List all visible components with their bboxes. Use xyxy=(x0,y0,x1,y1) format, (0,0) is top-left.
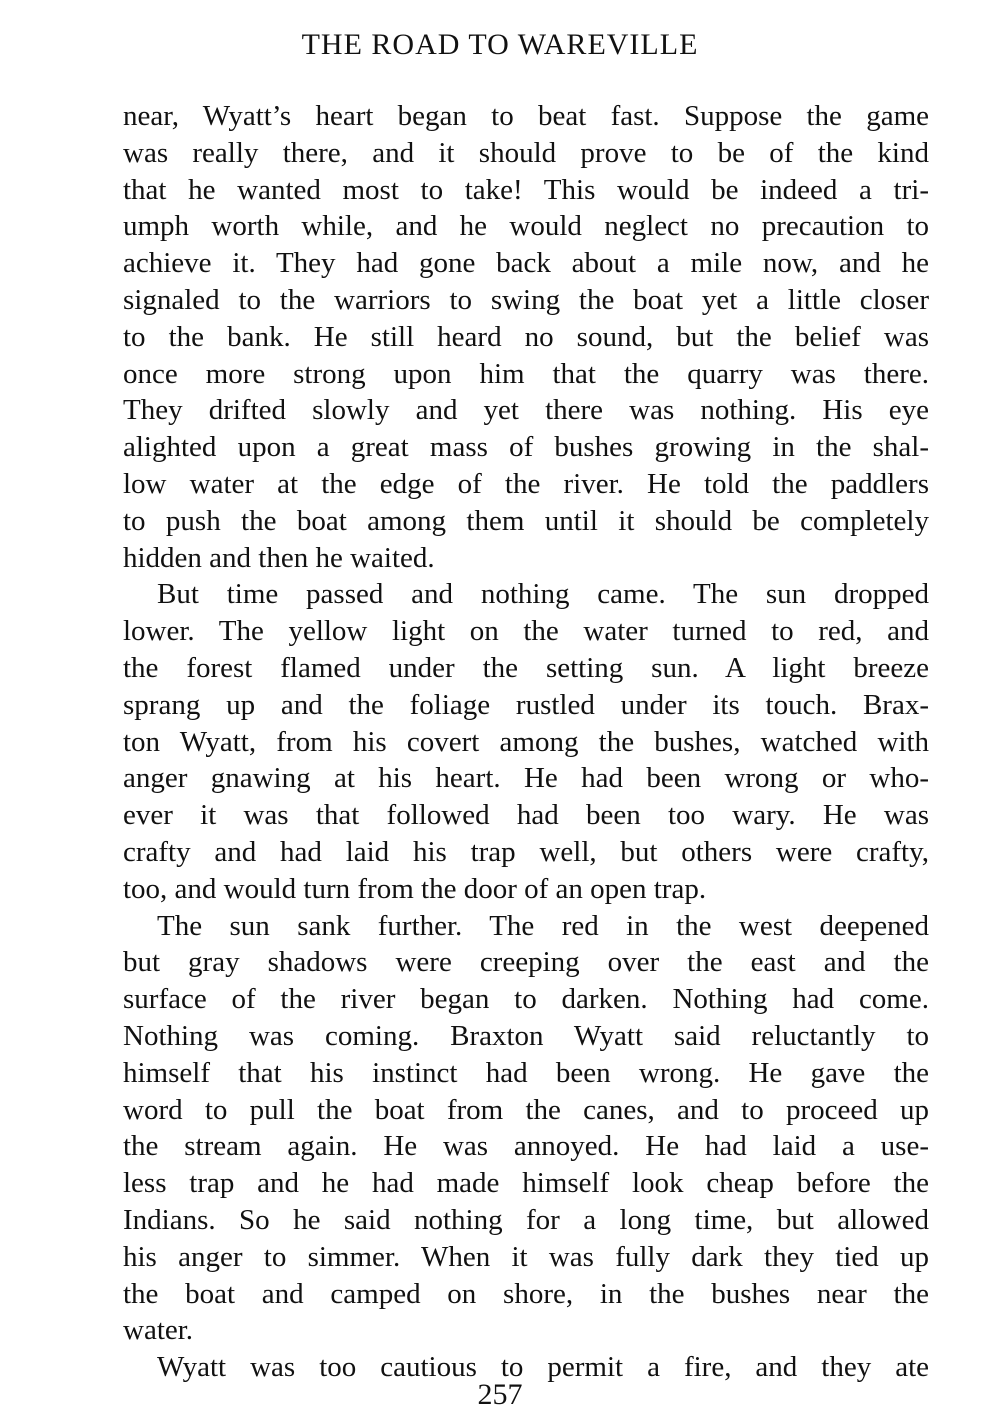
text-line: anger gnawing at his heart. He had been wrong or who- xyxy=(123,762,929,795)
text-line: sprang up and the foliage rustled under its touch. Brax- xyxy=(123,688,929,721)
text-line: But time passed and nothing came. The sun dropped xyxy=(157,578,929,611)
text-line: ever it was that followed had been too wary. He was xyxy=(123,799,929,832)
body-text xyxy=(123,98,929,1386)
text-line: the stream again. He was annoyed. He had laid a use- xyxy=(123,1130,929,1163)
text-line: water. xyxy=(123,1314,194,1347)
text-line: umph worth while, and he would neglect no precaution to xyxy=(123,210,929,243)
text-line: to the bank. He still heard no sound, but the belief was xyxy=(123,320,929,353)
text-line: signaled to the warriors to swing the boat yet a little closer xyxy=(123,283,929,316)
text-line: Wyatt was too cautious to permit a fire, and they ate xyxy=(157,1351,929,1384)
text-line: The sun sank further. The red in the west deepened xyxy=(157,909,929,942)
text-line: low water at the edge of the river. He told the paddlers xyxy=(123,467,929,500)
text-line: the boat and camped on shore, in the bushes near the xyxy=(123,1277,929,1310)
text-line: near, Wyatt’s heart began to beat fast. Suppose the game xyxy=(123,100,929,132)
text-line: Nothing was coming. Braxton Wyatt said reluctantly to xyxy=(123,1019,929,1052)
running-head: THE ROAD TO WAREVILLE xyxy=(301,28,699,61)
paragraph-3 xyxy=(123,908,929,1350)
text-line: ton Wyatt, from his covert among the bushes, watched with xyxy=(123,725,929,758)
text-line: himself that his instinct had been wrong. He gave the xyxy=(123,1056,929,1089)
text-line: lower. The yellow light on the water turned to red, and xyxy=(123,615,929,648)
text-line: less trap and he had made himself look cheap before the xyxy=(123,1167,929,1200)
text-line: hidden and then he waited. xyxy=(123,541,435,574)
text-line: to push the boat among them until it should be completely xyxy=(123,504,929,537)
paragraph-2 xyxy=(123,576,929,907)
text-line: They drifted slowly and yet there was nothing. His eye xyxy=(123,394,929,427)
text-line: the forest flamed under the setting sun. A light breeze xyxy=(123,651,929,684)
paragraph-1 xyxy=(123,98,929,576)
text-line: but gray shadows were creeping over the east and the xyxy=(123,946,929,979)
text-line: surface of the river began to darken. Nothing had come. xyxy=(123,983,929,1016)
text-line: word to pull the boat from the canes, and to proceed up xyxy=(123,1093,929,1126)
page-number: 257 xyxy=(477,1378,523,1411)
text-line: crafty and had laid his trap well, but others were crafty, xyxy=(123,835,929,868)
text-line: Indians. So he said nothing for a long time, but allowed xyxy=(123,1203,929,1236)
text-line: achieve it. They had gone back about a mile now, and he xyxy=(123,247,929,280)
text-line: once more strong upon him that the quarry was there. xyxy=(123,357,929,390)
text-line: too, and would turn from the door of an open trap. xyxy=(123,872,707,905)
text-line: his anger to simmer. When it was fully dark they tied up xyxy=(123,1240,929,1273)
text-line: alighted upon a great mass of bushes growing in the shal- xyxy=(123,431,929,464)
text-line: that he wanted most to take! This would be indeed a tri- xyxy=(123,173,929,206)
text-line: was really there, and it should prove to be of the kind xyxy=(123,136,929,169)
